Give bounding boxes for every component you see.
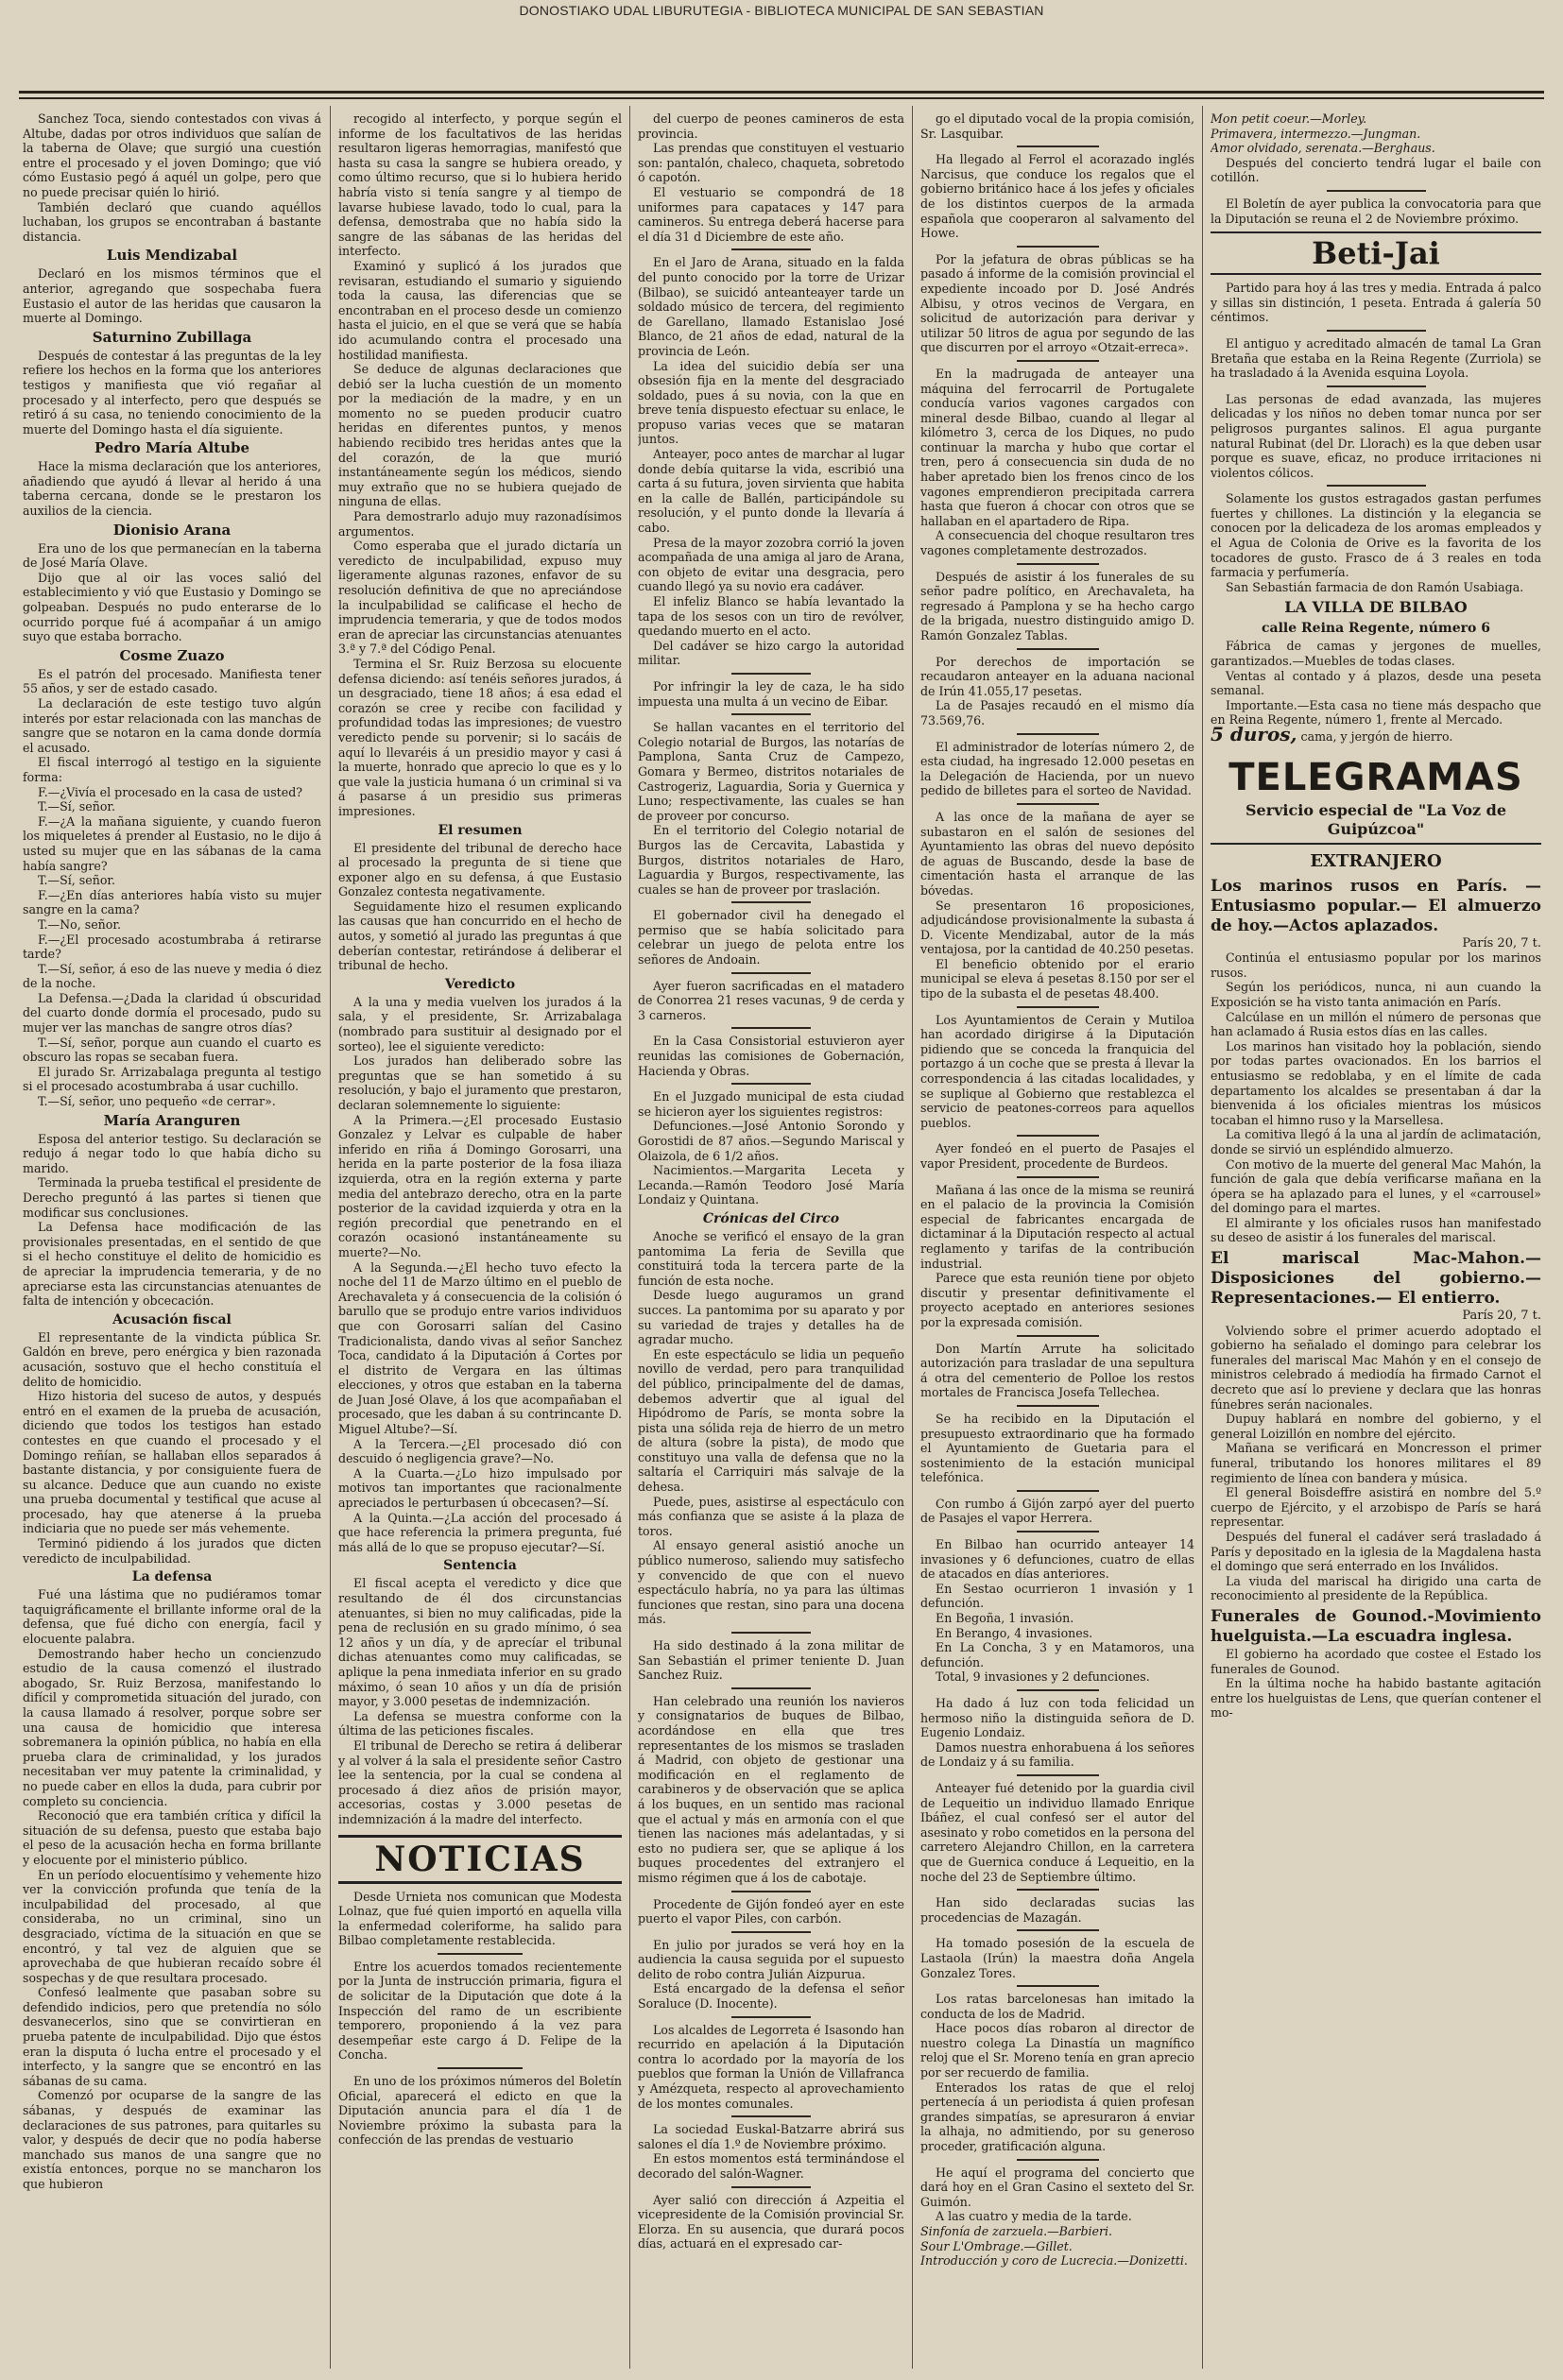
paragraph: Defunciones.—José Antonio Sorondo y Gorostidi de 87 años.—Segundo Mariscal y Olaizola, de 6 1/2 años. (638, 1119, 904, 1163)
paragraph: El antiguo y acreditado almacén de tamal La Gran Bretaña que estaba en la Reina Regente (Zurriola) se ha trasladado á la Avenida esquina Loyola. (1211, 335, 1541, 381)
section-heading: Crónicas del Circo (702, 1210, 840, 1226)
paragraph: El administrador de loterías número 2, de esta ciudad, ha ingresado 12.000 pesetas en la Delegación de Hacienda, por un nuevo pedido de billetes para el sorteo de Navidad. (920, 739, 1194, 798)
separator (1017, 1531, 1099, 1532)
separator (731, 673, 812, 675)
witness-heading: Cosme Zuazo (119, 646, 225, 664)
separator (1017, 1689, 1099, 1691)
dateline: París 20, 7 t. (1462, 1309, 1541, 1324)
paragraph: En el Juzgado municipal de esta ciudad se hicieron ayer los siguientes registros: (638, 1089, 904, 1119)
paragraph: Hace pocos días robaron al director de nuestro colega La Dinastía un magnífico reloj que el Sr. Moreno tenía en gran aprecio por ser recuerdo de familia. (920, 2021, 1194, 2080)
paragraph: En uno de los próximos números del Boletín Oficial, aparecerá el edicto en que la Diputación anuncia para el día 1 de Noviembre próximo la subasta para la confección de las prendas de vestuario (338, 2074, 622, 2148)
program-line: A las cuatro y media de la tarde. (936, 2209, 1132, 2224)
paragraph: Mañana á las once de la misma se reunirá en el palacio de la provincia la Comisión especial de fabricantes encargada de dictaminar á la Diputación respecto al actual reglamento y tarifas de la contribución industrial. (920, 1182, 1194, 1271)
separator (1017, 360, 1099, 362)
paragraph: San Sebastián farmacia de don Ramón Usabiaga. (1226, 579, 1524, 594)
separator (1017, 1985, 1099, 1987)
program-line: Sinfonía de zarzuela.—Barbieri. (920, 2224, 1113, 2238)
paragraph: La de Pasajes recaudó en el mismo día 73.569,76. (920, 698, 1194, 728)
separator (1327, 330, 1426, 332)
witness-heading: Saturnino Zubillaga (92, 328, 252, 346)
paragraph: Fué una lástima que no pudiéramos tomar taquigráficamente el brillante informe oral de la defensa, que fué dicho con energía, facil y elocuente palabra. (23, 1587, 321, 1647)
separator (1327, 385, 1426, 387)
paragraph: Ha sido destinado á la zona militar de San Sebastián el primer teniente D. Juan Sanchez Ruiz. (638, 1638, 904, 1683)
section-heading: Sentencia (443, 1558, 517, 1574)
paragraph: Los ratas barcelonesas han imitado la conducta de los de Madrid. (920, 1992, 1194, 2021)
paragraph: Demostrando haber hecho un concienzudo estudio de la causa comenzó el ilustrado abogado, Sr. Ruiz Berzosa, manifestando lo difícil y comprometida situación del jurado, con la causa llamado á resolver, porque sobre ser una causa de homicidio que interesa sobremanera la opinión pública, no había en ella prueba clara de criminalidad, y los jurados necesitaban ver muy patente la criminalidad, y no puede caber en ellos la duda, para cubrir por completo su conciencia. (23, 1646, 321, 1808)
separator (731, 1687, 812, 1689)
telegramas-heading: TELEGRAMAS (1228, 755, 1523, 799)
paragraph: Comenzó por ocuparse de la sangre de las sábanas, y después de examinar las declaraciones de sus patrones, para quitarles su valor, y después de decir que no podía haberse manchado sus manos de una sangre que no existía entonces, porque no se mancharon los que hubieron (23, 2088, 321, 2191)
paragraph: T.—Sí, señor. (38, 799, 116, 814)
telegramas-subheading: Servicio especial de "La Voz de Guipúzcoa" (1211, 801, 1541, 845)
paragraph: En Sestao ocurrieron 1 invasión y 1 defunción. (920, 1581, 1194, 1611)
paragraph: La Defensa.—¿Dada la claridad ú obscuridad del cuarto donde dormía el procesado, pudo su mujer ver las manchas de sangre otros días? (23, 990, 321, 1036)
paragraph: Era uno de los que permanecían en la taberna de José María Olave. (23, 540, 321, 571)
paragraph: Se ha recibido en la Diputación el presupuesto extraordinario que ha formado el Ayuntamiento de Guetaria para el sostenimiento de la estación municipal telefónica. (920, 1411, 1194, 1485)
paragraph: Ayer fueron sacrificadas en el matadero de Conorrea 21 reses vacunas, 9 de cerda y 3 carneros. (638, 978, 904, 1022)
paragraph: Dijo que al oir las voces salió del establecimiento y vió que Eustasio y Domingo se golpeaban. Después no pudo enterarse de lo ocurrido porque fué á acompañar á un amigo suyo que estaba borracho. (23, 570, 321, 644)
advert-subheading: calle Reina Regente, número 6 (1262, 621, 1490, 637)
paragraph: En la Casa Consistorial estuvieron ayer reunidas las comisiones de Gobernación, Hacienda y Obras. (638, 1034, 904, 1078)
paragraph: Nacimientos.—Margarita Leceta y Lecanda.—Ramón Teodoro José María Londaiz y Quintana. (638, 1163, 904, 1207)
witness-heading: Luis Mendizabal (106, 247, 238, 265)
separator (1017, 1490, 1099, 1492)
paragraph: Dupuy hablará en nombre del gobierno, y el general Loizillón en nombre del ejército. (1211, 1412, 1541, 1441)
masthead-rule-bottom (19, 97, 1544, 99)
noticias-heading: NOTICIAS (338, 1835, 622, 1884)
paragraph: A la una y media vuelven los jurados á la sala, y el presidente, Sr. Arrizabalaga (nombrado para sustituir al designado por el sorteo), lee el siguiente veredicto: (338, 994, 622, 1053)
paragraph: Volviendo sobre el primer acuerdo adoptado el gobierno ha señalado el domingo para celebrar los funerales del mariscal Mac Mahón y en el consejo de ministros celebrado á mediodía ha firmado Carnot el decreto que así lo previene y declara que las honras fúnebres serán nacionales. (1211, 1323, 1541, 1412)
paragraph: La sociedad Euskal-Batzarre abrirá sus salones el día 1.º de Noviembre próximo. (638, 2122, 904, 2151)
paragraph: La declaración de este testigo tuvo algún interés por estar relacionada con las manchas de sangre que se notaron en la cama donde dormía el acusado. (23, 696, 321, 755)
program-line: Primavera, intermezzo.—Jungman. (1211, 126, 1421, 141)
column-3 (638, 111, 904, 2371)
separator (438, 2067, 523, 2069)
separator (438, 1953, 523, 1955)
paragraph: Anteayer, poco antes de marchar al lugar donde debía quitarse la vida, escribió una carta á su futura, joven sirvienta que habita en la calle de Ballén, participándole su resolución, y el punto donde la llevaría á cabo. (638, 447, 904, 536)
paragraph: Es el patrón del procesado. Manifiesta tener 55 años, y ser de estado casado. (23, 666, 321, 696)
paragraph: Reconoció que era también crítica y difícil la situación de su defensa, puesto que estaba bajo el peso de la acusación hecha en forma brillante y elocuente por el ministerio público. (23, 1808, 321, 1867)
paragraph: El general Boisdeffre asistirá en nombre del 5.º cuerpo de Ejército, y el arzobispo de París se hará representar. (1211, 1485, 1541, 1530)
paragraph: Terminada la prueba testifical el presidente de Derecho preguntó á las partes si tienen que modificar sus conclusiones. (23, 1175, 321, 1220)
paragraph: Los marinos han visitado hoy la población, siendo por todas partes ovacionados. En los barrios el entusiasmo se redoblaba, y en el límite de cada departamento los alcaldes se presentaban á dar la bienvenida á los oficiales mientras los músicos tocaban el himno ruso y la Marsellesa. (1211, 1038, 1541, 1127)
paragraph: Han sido declaradas sucias las procedencias de Mazagán. (920, 1895, 1194, 1925)
separator (1017, 648, 1099, 650)
separator (731, 1083, 812, 1085)
paragraph: En estos momentos está terminándose el decorado del salón-Wagner. (638, 2151, 904, 2181)
paragraph: El infeliz Blanco se había levantado la tapa de los sesos con un tiro de revólver, quedando muerto en el acto. (638, 594, 904, 639)
paragraph: Con motivo de la muerte del general Mac Mahón, la función de gala que debía verificarse mañana en la ópera se ha aplazado para el lunes, y el «carrousel» del domingo para el martes. (1211, 1156, 1541, 1216)
paragraph: Desde Urnieta nos comunican que Modesta Lolnaz, que fué quien importó en aquella villa la enfermedad coleriforme, ha salido para Bilbao completamente restablecida. (338, 1889, 622, 1948)
telegram-title: Los marinos rusos en París. —Entusiasmo popular.— El almuerzo de hoy.—Actos aplazados. (1211, 876, 1541, 935)
program-line: Amor olvidado, serenata.—Berghaus. (1211, 141, 1435, 156)
column-divider (629, 106, 630, 2369)
paragraph: Partido para hoy á las tres y media. Entrada á palco y sillas sin distinción, 1 peseta. Entrada á galería 50 céntimos. (1211, 281, 1541, 325)
paragraph: F.—¿Vivía el procesado en la casa de usted? (38, 784, 303, 799)
witness-heading: María Aranguren (103, 1111, 241, 1129)
paragraph: Para demostrarlo adujo muy razonadísimos argumentos. (338, 509, 622, 539)
separator (1327, 190, 1426, 192)
paragraph: La Defensa hace modificación de las provisionales presentadas, en el sentido de que si el hecho constituye el delito de homicidio es de apreciar la imprudencia temeraria, y de no apreciarse esta las circunstancias atenuantes de falta de intención y obcecación. (23, 1220, 321, 1309)
paragraph: T.—Sí, señor, uno pequeño «de cerrar». (38, 1094, 276, 1109)
paragraph: Importante.—Esta casa no tiene más despacho que en Reina Regente, número 1, frente al Mercado. (1211, 697, 1541, 728)
paragraph: Enterados los ratas de que el reloj pertenecía á un periodista á quien profesan grandes simpatías, se apresuraron á enviar la alhaja, no admitiendo, por su generoso proceder, gratificación alguna. (920, 2080, 1194, 2154)
paragraph: Por la jefatura de obras públicas se ha pasado á informe de la comisión provincial el expediente incoado por D. José Andrés Albisu, y otros vecinos de Vergara, en solicitud de autorización para derivar y utilizar 50 litros de agua por segundo de las que discurren por el arroyo «Otzait-erreca». (920, 251, 1194, 355)
paragraph: del cuerpo de peones camineros de esta provincia. (638, 111, 904, 141)
paragraph: Han celebrado una reunión los navieros y consignatarios de buques de Bilbao, acordándose en ella que tres representantes de los mismos se trasladen á Madrid, con objeto de gestionar una modificación en el reglamento de carabineros y de observación que se aplica á los buques, en un sentido mas racional que el actual y más en armonía con el que tienen las naciones más adelantadas, y si esto no pudiera ser, que se aplique á los buques procedentes del extranjero el mismo régimen que á los de cabotaje. (638, 1693, 904, 1885)
paragraph: A la Primera.—¿El procesado Eustasio Gonzalez y Lelvar es culpable de haber inferido en riña á Domingo Gorosarri, una herida en la parte posterior de la fosa iliaza izquierda, otra en la región externa y parte media del antebrazo derecho, otra en la parte posterior de la cavidad izquierda y otra en la región precordial que penetrando en el corazón ocasionó instantáneamente su muerte?—No. (338, 1112, 622, 1259)
separator (1017, 563, 1099, 565)
archive-header: DONOSTIAKO UDAL LIBURUTEGIA - BIBLIOTECA MUNICIPAL DE SAN SEBASTIAN (519, 3, 1044, 18)
separator (1017, 803, 1099, 805)
paragraph: Se hallan vacantes en el territorio del Colegio notarial de Burgos, las notarías de Pamplona, Santa Cruz de Campezo, Gomara y Bermeo, distritos notariales de Castrogeriz, Laguardia, Soria y Guernica y Luno; respectivamente, las cuales se han de proveer por concurso. (638, 720, 904, 823)
separator (731, 2186, 812, 2188)
paragraph: En la última noche ha habido bastante agitación entre los huelguistas de Lens, que querían contener el mo- (1211, 1676, 1541, 1721)
separator (1017, 733, 1099, 735)
paragraph: Ventas al contado y á plazos, desde una peseta semanal. (1211, 668, 1541, 698)
paragraph: Los Ayuntamientos de Cerain y Mutiloa han acordado dirigirse á la Diputación pidiendo que se conceda la franquicia del portazgo á un coche que se presta á llevar la correspondencia á las citadas localidades, y se suplique al Gobierno que restablezca el servicio de peatones-correos para aquellos pueblos. (920, 1012, 1194, 1130)
paragraph: La idea del suicidio debía ser una obsesión fija en la mente del desgraciado soldado, pues á su novia, con la que en breve tenía dispuesto efectuar su enlace, le propuso varias veces que se mataran juntos. (638, 358, 904, 447)
column-divider (912, 106, 913, 2369)
paragraph: Hace la misma declaración que los anteriores, añadiendo que ayudó á llevar al herido á una taberna cercana, donde se le prestaron los auxilios de la ciencia. (23, 459, 321, 519)
paragraph: La comitiva llegó á la una al jardín de aclimatación, donde se sirvió un espléndido almuerzo. (1211, 1127, 1541, 1156)
column-4 (920, 111, 1194, 2371)
section-heading: EXTRANJERO (1310, 850, 1442, 871)
paragraph: T.—Sí, señor, porque aun cuando el cuarto es obscuro las ropas se secaban fuera. (23, 1035, 321, 1065)
paragraph: Ha tomado posesión de la escuela de Lastaola (Irún) la maestra doña Angela Gonzalez Tores. (920, 1936, 1194, 1980)
separator (731, 1632, 812, 1634)
column-5 (1211, 111, 1541, 2371)
paragraph: El jurado Sr. Arrizabalaga pregunta al testigo si el procesado acostumbraba á usar cuchillo. (23, 1064, 321, 1094)
separator (731, 1891, 812, 1892)
separator (731, 1027, 812, 1029)
paragraph: A la Tercera.—¿El procesado dió con descuido ó negligencia grave?—No. (338, 1436, 622, 1466)
paragraph: En Berango, 4 invasiones. (936, 1625, 1093, 1640)
paragraph: Don Martín Arrute ha solicitado autorización para trasladar de una sepultura á otra del cementerio de Polloe los restos mortales de Francisca Josefa Tellechea. (920, 1341, 1194, 1400)
separator (731, 2115, 812, 2117)
paragraph: F.—¿A la mañana siguiente, y cuando fueron los miqueletes á prender al Eustasio, no le dijo á usted su mujer que en las sábanas de la cama había sangre? (23, 813, 321, 873)
paragraph: Se deduce de algunas declaraciones que debió ser la lucha cuestión de un momento por la mediación de la madre, y en un momento no se pueden producir cuatro heridas en diferentes puntos, y menos habiendo recibido tres heridas antes que la del corazón, de la que murió instantáneamente según los médicos, siendo muy extraño que no se hubiera quejado de ninguna de ellas. (338, 362, 622, 509)
separator (1327, 485, 1426, 487)
separator (1017, 2159, 1099, 2161)
separator (1017, 1335, 1099, 1337)
section-heading: Acusación fiscal (112, 1311, 232, 1327)
paragraph: Puede, pues, asistirse al espectáculo con más confianza que se asiste á la plaza de toros. (638, 1494, 904, 1538)
paragraph: Anoche se verificó el ensayo de la gran pantomima La feria de Sevilla que constituirá toda la tercera parte de la función de esta noche. (638, 1228, 904, 1288)
paragraph: El vestuario se compondrá de 18 uniformes para capataces y 147 para camineros. Su entrega deberá hacerse para el día 31 d Diciembre de este año. (638, 184, 904, 244)
paragraph: Según los periódicos, nunca, ni aun cuando la Exposición se ha visto tanta animación en París. (1211, 980, 1541, 1009)
separator (1017, 1006, 1099, 1008)
paragraph: A las once de la mañana de ayer se subastaron en el salón de sesiones del Ayuntamiento las obras del nuevo depósito de aguas de Buscando, desde la base de cimentación hasta el arranque de las bóvedas. (920, 809, 1194, 898)
separator (731, 2016, 812, 2018)
separator (1017, 1135, 1099, 1137)
paragraph: A consecuencia del choque resultaron tres vagones completamente destrozados. (920, 528, 1194, 558)
paragraph: El beneficio obtenido por el erario municipal se eleva á pesetas 8.150 por ser el tipo de la subasta el de pesetas 48.400. (920, 956, 1194, 1002)
paragraph: Calcúlase en un millón el número de personas que han aclamado á Rusia estos días en las calles. (1211, 1009, 1541, 1039)
paragraph: En este espectáculo se lidia un pequeño novillo de verdad, pero para tranquilidad del público, principalmente del de damas, debemos advertir que al igual del Hipódromo de París, se monta sobre la pista una sólida reja de hierro de un metro de altura (sobre la pista), de modo que constituyo una valla de defensa que no la saltaría el Carriquiri más salvaje de la dehesa. (638, 1346, 904, 1495)
paragraph: En Begoña, 1 invasión. (936, 1611, 1074, 1626)
paragraph: Los jurados han deliberado sobre las preguntas que se han sometido á su resolución, y bajo el juramento que prestaron, declaran solemnemente lo siguiente: (338, 1053, 622, 1112)
paragraph: El Boletín de ayer publica la convocatoria para que la Diputación se reuna el 2 de Noviembre próximo. (1211, 196, 1541, 226)
paragraph: Después del concierto tendrá lugar el baile con cotillón. (1211, 155, 1541, 185)
column-2 (338, 111, 622, 2371)
paragraph: Al ensayo general asistió anoche un público numeroso, saliendo muy satisfecho y convencido de que con el nuevo espectáculo habría, no ya para las últimas funciones que restan, sino para una docena más. (638, 1538, 904, 1627)
paragraph: En La Concha, 3 y en Matamoros, una defunción. (920, 1640, 1194, 1669)
paragraph: El presidente del tribunal de derecho hace al procesado la pregunta de si tiene que exponer algo en su defensa, á que Eustasio Gonzalez contesta negativamente. (338, 840, 622, 899)
paragraph: Con rumbo á Gijón zarpó ayer del puerto de Pasajes el vapor Herrera. (920, 1496, 1194, 1526)
separator (731, 972, 812, 974)
separator (1017, 1889, 1099, 1891)
paragraph: Total, 9 invasiones y 2 defunciones. (936, 1669, 1150, 1685)
paragraph: En Bilbao han ocurrido anteayer 14 invasiones y 6 defunciones, cuatro de ellas de atacados en días anteriores. (920, 1537, 1194, 1582)
paragraph: Solamente los gustos estragados gastan perfumes fuertes y chillones. La distinción y la elegancia se conocen por la delicadeza de los aromas empleados y el Agua de Colonia de Orive es la favorita de los tocadores de gusto. Frasco de á 3 reales en toda farmacia y perfumería. (1211, 491, 1541, 580)
paragraph: T.—Sí, señor. (38, 873, 116, 888)
paragraph: Entre los acuerdos tomados recientemente por la Junta de instrucción primaria, figura el de solicitar de la Diputación que dote á la Inspección del ramo de un escribiente temporero, proponiendo á la vez para desempeñar este cargo á D. Felipe de la Concha. (338, 1959, 622, 2063)
paragraph: T.—No, señor. (38, 916, 122, 932)
paragraph: El gobierno ha acordado que costee el Estado los funerales de Gounod. (1211, 1646, 1541, 1676)
telegram-title: El mariscal Mac-Mahon.— Disposiciones del gobierno.—Representaciones.— El entierro. (1211, 1249, 1541, 1309)
paragraph: Mañana se verificará en Moncresson el primer funeral, tributando los honores militares el 89 regimiento de línea con bandera y música. (1211, 1441, 1541, 1485)
program-line: Sour L'Ombrage.—Gillet. (920, 2238, 1073, 2253)
paragraph: Esposa del anterior testigo. Su declaración se redujo á negar todo lo que había dicho su marido. (23, 1131, 321, 1175)
paragraph: go el diputado vocal de la propia comisión, Sr. Lasquibar. (920, 111, 1194, 141)
paragraph: Después del funeral el cadáver será trasladado á París y depositado en la iglesia de la Magdalena hasta el domingo que será enterrado en los Inválidos. (1211, 1529, 1541, 1574)
paragraph: Sanchez Toca, siendo contestados con vivas á Altube, dadas por otros individuos que salían de la taberna de Olave; que surgió una cuestión entre el procesado y el joven Domingo; que vió cómo Eustasio pegó á aquél un golpe, pero que no puede precisar quién lo hirió. (23, 111, 321, 199)
separator (731, 1931, 812, 1933)
masthead-rule-top (19, 91, 1544, 94)
paragraph: Hizo historia del suceso de autos, y después entró en el examen de la prueba de acusación, diciendo que todos los testigos han estado contestes en que cuando el procesado y el Domingo reñían, se hallaban ellos separados á bastante distancia, y por consiguiente fuera de su alcance. Deduce que aun cuando no existe una prueba documental y testifical que acuse al procesado, hay que atenerse á la prueba indiciaria que no puede ser más vehemente. (23, 1389, 321, 1536)
paragraph: En el territorio del Colegio notarial de Burgos las de Cercavita, Labastida y Burgos, distritos notariales de Haro, Laguardia y Burgos, respectivamente, las cuales se han de proveer por traslación. (638, 823, 904, 897)
paragraph: Está encargado de la defensa el señor Soraluce (D. Inocente). (638, 1981, 904, 2012)
witness-heading: Dionisio Arana (112, 521, 232, 539)
dateline: París 20, 7 t. (1462, 935, 1541, 950)
paragraph: El tribunal de Derecho se retira á deliberar y al volver á la sala el presidente señor Castro lee la sentencia, por la cual se condena al procesado á diez años de prisión mayor, accesorias, costas y 3.000 pesetas de indemnización á la madre del interfecto. (338, 1738, 622, 1826)
paragraph: Las prendas que constituyen el vestuario son: pantalón, chaleco, chaqueta, sobretodo ó capotón. (638, 141, 904, 185)
paragraph: Ayer fondeó en el puerto de Pasajes el vapor President, procedente de Burdeos. (920, 1141, 1194, 1171)
paragraph: Ayer salió con dirección á Azpeitia el vicepresidente de la Comisión provincial Sr. Elorza. En su ausencia, que durará pocos días, actuará en el expresado car- (638, 2192, 904, 2252)
paragraph: F.—¿El procesado acostumbraba á retirarse tarde? (23, 932, 321, 962)
separator (1017, 246, 1099, 248)
paragraph: El representante de la vindicta pública Sr. Galdón en breve, pero enérgica y bien razonada acusación, sostuvo que el hecho constituía el delito de homicidio. (23, 1329, 321, 1389)
beti-jai-heading: Beti-Jai (1211, 231, 1541, 275)
paragraph: F.—¿En días anteriores había visto su mujer sangre en la cama? (23, 887, 321, 917)
paragraph: Ha llegado al Ferrol el acorazado inglés Narcisus, que conduce los regalos que el gobierno británico hace á los jefes y oficiales de los distintos cuerpos de la armada española que cooperaron al salvamento del Howe. (920, 152, 1194, 241)
paragraph: Las personas de edad avanzada, las mujeres delicadas y los niños no deben tomar nunca por ser peligrosos purgantes salinos. El agua purgante natural Rubinat (del Dr. Llorach) es la que deben usar porque es suave, eficaz, no produce irritaciones ni violentos cólicos. (1211, 391, 1541, 480)
separator (1017, 1774, 1099, 1776)
paragraph: Seguidamente hizo el resumen explicando las causas que han concurrido en el hecho de autos, y sometió al jurado las preguntas á que deberían contestar, retirándose á deliberar el tribunal de hecho. (338, 899, 622, 973)
separator (731, 248, 812, 250)
paragraph: Presa de la mayor zozobra corrió la joven acompañada de una amiga al jaro de Arana, con objeto de evitar una desgracia, pero cuando llegó ya su novio era cadáver. (638, 535, 904, 594)
column-divider (1202, 106, 1203, 2369)
separator (731, 901, 812, 903)
paragraph: recogido al interfecto, y porque según el informe de los facultativos de las heridas resultaron ligeras hemorragias, manifestó que hasta su casa la sangre se hubiera oreado, y como último recurso, que si lo hubiera herido habría visto si tenía sangre y al tiempo de lavarse hubiese lavado, todo lo cual, para la defensa, demostraba que no había sido la sangre de las sábanas de las heridas del interfecto. (338, 111, 622, 259)
program-line: Mon petit coeur.—Morley. (1211, 111, 1367, 126)
paragraph: En un período elocuentísimo y vehemente hizo ver la convicción profunda que tenía de la inculpabilidad del procesado, al que consideraba, no un criminal, sino un desgraciado, víctima de la situación en que se encontró, y tal vez de alguien que se aprovechaba de que hubieran recaído sobre él sospechas y de que resultara procesado. (23, 1867, 321, 1985)
paragraph: En el Jaro de Arana, situado en la falda del punto conocido por la torre de Urizar (Bilbao), se suicidó anteanteayer tarde un soldado músico de tercera, del regimiento de Garellano, llamado Estanislao José Blanco, de 21 años de edad, natural de la provincia de León. (638, 255, 904, 358)
paragraph: A la Cuarta.—¿Lo hizo impulsado por motivos tan importantes que racionalmente apreciados le perturbasen ú obcecasen?—Sí. (338, 1465, 622, 1511)
paragraph: La viuda del mariscal ha dirigido una carta de reconocimiento al presidente de la República. (1211, 1573, 1541, 1603)
program-line: Introducción y coro de Lucrecia.—Donizetti. (920, 2253, 1188, 2269)
paragraph: Termina el Sr. Ruiz Berzosa su elocuente defensa diciendo: así tenéis señores jurados, á un desgraciado, tiene 18 años; á esa edad el corazón se cree y recibe con facilidad y profundidad todas las impresiones; de vuestro veredicto pende su porvenir; si lo sacáis de aquí lo llevaréis á un presidio mayor y casi á la muerte, honrado que aprecio lo que es y lo que vale la justicia humana ó un criminal si va á pasarse á un presidio sus primeras impresiones. (338, 656, 622, 818)
paragraph: Damos nuestra enhorabuena á los señores de Londaiz y á su familia. (920, 1739, 1194, 1770)
column-divider (330, 106, 331, 2369)
paragraph: Del cadáver se hizo cargo la autoridad militar. (638, 638, 904, 668)
paragraph: A la Quinta.—¿La acción del procesado á que hace referencia la primera pregunta, fué más allá de lo que se propuso ejecutar?—Sí. (338, 1510, 622, 1554)
paragraph: Terminó pidiendo á los jurados que dicten veredicto de inculpabilidad. (23, 1536, 321, 1566)
paragraph: Fábrica de camas y jergones de muelles, garantizados.—Muebles de todas clases. (1211, 639, 1541, 669)
paragraph: Examinó y suplicó á los jurados que revisaran, estudiando el sumario y siguiendo toda la causa, las diferencias que se encontraban en el proceso desde un comienzo hasta el juicio, en el que se verá que se había ido acumulando contra el procesado una hostilidad manifiesta. (338, 258, 622, 362)
paragraph: Por infringir la ley de caza, le ha sido impuesta una multa á un vecino de Eibar. (638, 678, 904, 709)
paragraph: El fiscal interrogó al testigo en la siguiente forma: (23, 755, 321, 784)
paragraph: El almirante y los oficiales rusos han manifestado su deseo de asistir á los funerales del mariscal. (1211, 1215, 1541, 1245)
paragraph: En julio por jurados se verá hoy en la audiencia la causa seguida por el supuesto delito de robo contra Julián Aizpurua. (638, 1937, 904, 1981)
paragraph: A la Segunda.—¿El hecho tuvo efecto la noche del 11 de Marzo último en el pueblo de Arechavaleta y á consecuencia de la colisión ó barullo que se produjo entre varios individuos que con Gorosarri salían del Casino Tradicionalista, dando vivas al señor Sanchez Toca, candidato á la Diputación á Cortes por el distrito de Vergara en las últimas elecciones, y otros que estaban en la taberna de Juan José Olave, á los que acompañaban el procesado, que les daban á su contrincante D. Miguel Altube?—Sí. (338, 1259, 622, 1437)
separator (731, 713, 812, 715)
advert-text: cama, y jergón de hierro. (1300, 729, 1453, 744)
paragraph: Después de asistir á los funerales de su señor padre político, en Arechavaleta, ha regresado á Pamplona y se ha hecho cargo de la brigada, nuestro distinguido amigo D. Ramón Gonzalez Tablas. (920, 569, 1194, 642)
paragraph: Confesó lealmente que pasaban sobre su defendido indicios, pero que pretendía no sólo desvanecerlos, sino que se convirtieran en prueba patente de inculpabilidad. Dijo que éstos eran la disputa ó lucha entre el procesado y el interfecto, y la sangre que se encontró en las sábanas de su cama. (23, 1985, 321, 2088)
section-heading: La defensa (131, 1569, 213, 1585)
paragraph: Después de contestar á las preguntas de la ley refiere los hechos en la forma que los anteriores testigos y manifiesta que vió regañar al procesado y al interfecto, pero que después se retiró á su casa, no teniendo conocimiento de la muerte del Domingo hasta el día siguiente. (23, 348, 321, 437)
paragraph: Como esperaba que el jurado dictaría un veredicto de inculpabilidad, expuso muy ligeramente algunas razones, enfavor de su resolución definitiva de que no apreciándose la inculpabilidad se calificase el hecho de imprudencia temeraria, y que de todos modos eran de apreciar las circunstancias atenuantes 3.ª y 7.ª del Código Penal. (338, 539, 622, 657)
paragraph: Parece que esta reunión tiene por objeto discutir y presentar definitivamente el proyecto aceptado en anteriores sesiones por la expresada comisión. (920, 1271, 1194, 1329)
separator (1017, 1929, 1099, 1931)
paragraph: Continúa el entusiasmo popular por los marinos rusos. (1211, 950, 1541, 980)
paragraph: El gobernador civil ha denegado el permiso que se había solicitado para celebrar un juego de pelota entre los señores de Andoain. (638, 908, 904, 967)
paragraph: Anteayer fué detenido por la guardia civil de Lequeitio un individuo llamado Enrique Ibáñez, el cual confesó ser el autor del asesinato y robo cometidos en la persona del carretero Alejandro Chillon, en la carretera que de Guernica conduce á Lequeitio, en la noche del 23 de Septiembre último. (920, 1780, 1194, 1884)
separator (1017, 146, 1099, 147)
paragraph: Se presentaron 16 proposiciones, adjudicándose provisionalmente la subasta á D. Vicente Mendizabal, autor de la más ventajosa, por la cantidad de 40.250 pesetas. (920, 898, 1194, 957)
paragraph: En la madrugada de anteayer una máquina del ferrocarril de Portugalete conducía varios vagones cargados con mineral desde Bilbao, cuando al llegar al kilómetro 3, cerca de los Diques, no pudo continuar la marcha y hubo que cortar el tren, pero á consecuencia sin duda de no haber apretado bien los frenos cinco de los vagones emprendieron precipitada carrera hasta que fueron á chocar con otros que se hallaban en el apartadero de Ripa. (920, 366, 1194, 528)
column-1 (23, 111, 321, 2371)
section-heading: El resumen (438, 822, 523, 838)
section-heading: Veredicto (444, 976, 516, 992)
paragraph: La defensa se muestra conforme con la última de las peticiones fiscales. (338, 1708, 622, 1738)
paragraph: El fiscal acepta el veredicto y dice que resultando de él dos circunstancias atenuantes, si bien no muy calificadas, pide la pena de reclusión en su grado mínimo, ó sea 12 años y un día, y de aprecíar el tribunal dichas atenuantes como muy calificadas, se aplique la pena inmediata inferior en su grado máximo, ó sean 10 años y un día de prisión mayor, y 3.000 pesetas de indemnización. (338, 1576, 622, 1709)
paragraph: Los alcaldes de Legorreta é Isasondo han recurrido en apelación á la Diputación contra lo acordado por la mayoría de los pueblos que forman la Unión de Villafranca y Amézqueta, respecto al aprovechamiento de los montes comunales. (638, 2022, 904, 2111)
paragraph: También declaró que cuando aquéllos luchaban, los grupos se encontraban á bastante distancia. (23, 199, 321, 244)
paragraph: T.—Sí, señor, á eso de las nueve y media ó diez de la noche. (23, 961, 321, 991)
paragraph: Por derechos de importación se recaudaron anteayer en la aduana nacional de Irún 41.055,17 pesetas. (920, 654, 1194, 698)
separator (1017, 1405, 1099, 1407)
advert-price: 5 duros, (1211, 723, 1297, 745)
paragraph: Desde luego auguramos un grand succes. La pantomima por su aparato y por su variedad de trajes y detalles ha de agradar mucho. (638, 1288, 904, 1347)
separator (1017, 1176, 1099, 1178)
paragraph: He aquí el programa del concierto que dará hoy en el Gran Casino el sexteto del Sr. Guimón. (920, 2165, 1194, 2209)
advert-heading: LA VILLA DE BILBAO (1284, 598, 1468, 617)
witness-heading: Pedro María Altube (94, 439, 250, 457)
paragraph: Procedente de Gijón fondeó ayer en este puerto el vapor Piles, con carbón. (638, 1896, 904, 1926)
paragraph: Ha dado á luz con toda felicidad un hermoso niño la distinguida señora de D. Eugenio Londaiz. (920, 1696, 1194, 1740)
paragraph: Declaró en los mismos términos que el anterior, agregando que sospechaba fuera Eustasio el autor de las heridas que causaron la muerte al Domingo. (23, 266, 321, 326)
telegram-title: Funerales de Gounod.-Movimiento huelguista.—La escuadra inglesa. (1211, 1606, 1541, 1646)
